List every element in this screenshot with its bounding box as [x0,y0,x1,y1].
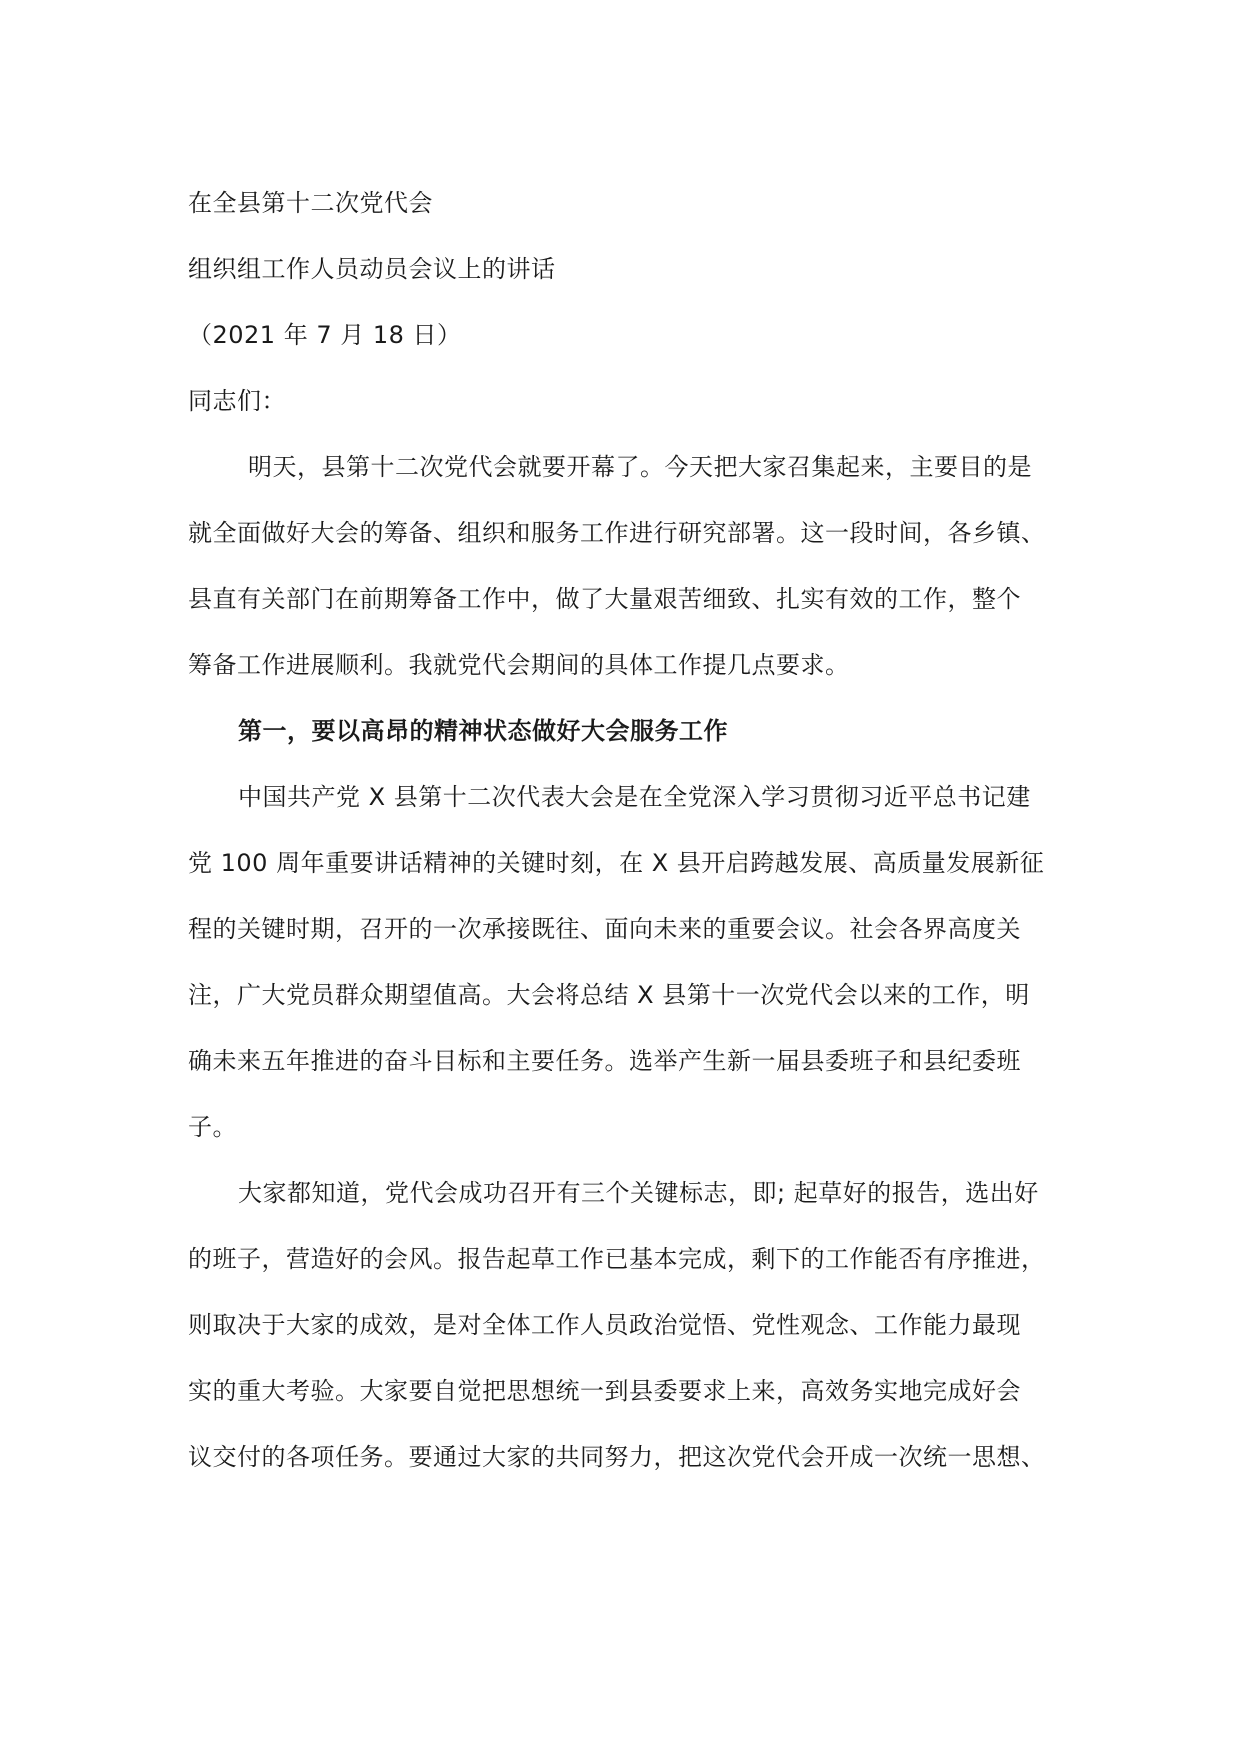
paragraph-line: 注，广大党员群众期望值高。大会将总结 X 县第十一次党代会以来的工作，明 [188,981,1030,1009]
section-heading-1: 第一，要以高昂的精神状态做好大会服务工作 [238,717,728,745]
paragraph-line: 大家都知道，党代会成功召开有三个关键标志，即; 起草好的报告，选出好 [238,1179,1039,1207]
paragraph-line: 县直有关部门在前期筹备工作中，做了大量艰苦细致、扎实有效的工作，整个 [188,585,1021,613]
paragraph-line: 党 100 周年重要讲话精神的关键时刻，在 X 县开启跨越发展、高质量发展新征 [188,849,1045,877]
salutation: 同志们： [188,387,286,415]
paragraph-line: 的班子，营造好的会风。报告起草工作已基本完成，剩下的工作能否有序推进， [188,1245,1046,1273]
title-line-1: 在全县第十二次党代会 [188,189,433,217]
paragraph-line: 确未来五年推进的奋斗目标和主要任务。选举产生新一届县委班子和县纪委班 [188,1047,1021,1075]
paragraph-line: 筹备工作进展顺利。我就党代会期间的具体工作提几点要求。 [188,651,850,679]
paragraph-2 [188,764,1060,1160]
paragraph-line: 明天，县第十二次党代会就要开幕了。今天把大家召集起来，主要目的是 [248,453,1032,481]
title-line-2: 组织组工作人员动员会议上的讲话 [188,255,556,283]
paragraph-1 [188,434,1060,698]
paragraph-line: 程的关键时期，召开的一次承接既往、面向未来的重要会议。社会各界高度关 [188,915,1021,943]
paragraph-3 [188,1160,1060,1490]
document-body [188,170,1060,1490]
paragraph-line: 子。 [188,1113,237,1141]
paragraph-line: 就全面做好大会的筹备、组织和服务工作进行研究部署。这一段时间，各乡镇、 [188,519,1046,547]
speech-date: （2021 年 7 月 18 日） [188,321,462,349]
paragraph-line: 中国共产党 X 县第十二次代表大会是在全党深入学习贯彻习近平总书记建 [238,783,1031,811]
paragraph-line: 实的重大考验。大家要自觉把思想统一到县委要求上来，高效务实地完成好会 [188,1377,1021,1405]
paragraph-line: 议交付的各项任务。要通过大家的共同努力，把这次党代会开成一次统一思想、 [188,1443,1046,1471]
paragraph-line: 则取决于大家的成效，是对全体工作人员政治觉悟、党性观念、工作能力最现 [188,1311,1021,1339]
